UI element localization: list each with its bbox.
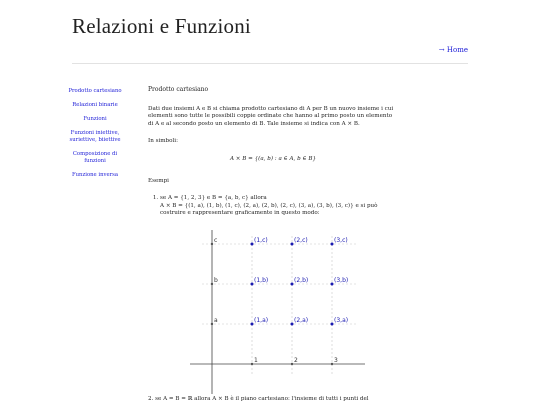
data-point-label: (1,a) <box>254 317 269 324</box>
example-item-1 <box>160 195 398 218</box>
sidebar-item-funzioni-iniettive[interactable]: Funzioni iniettive, suriettive, biiettive <box>69 130 121 143</box>
examples-label: Esempi <box>148 177 169 184</box>
data-point-label: (2,c) <box>294 237 308 244</box>
data-point-label: (3,a) <box>334 317 349 324</box>
data-point-label: (2,a) <box>294 317 309 324</box>
x-tick-label: 3 <box>334 357 338 364</box>
sidebar-nav <box>62 88 128 186</box>
x-tick-mark <box>331 363 333 365</box>
symbols-label: In simboli: <box>148 138 178 145</box>
example1-line1: se A = {1, 2, 3} e B = {a, b, c} allora <box>160 195 267 202</box>
y-tick-label: b <box>214 277 218 284</box>
y-tick-mark <box>211 323 213 325</box>
examples-list <box>148 195 398 218</box>
sidebar-item-funzioni[interactable]: Funzioni <box>83 116 107 122</box>
x-tick-mark <box>251 363 253 365</box>
y-tick-mark <box>211 283 213 285</box>
data-point-label: (1,b) <box>254 277 269 284</box>
data-point-label: (3,b) <box>334 277 349 284</box>
sidebar-item-composizione[interactable]: Composizione di funzioni <box>72 151 118 164</box>
sidebar-item-funzione-inversa[interactable]: Funzione inversa <box>71 172 119 178</box>
header-divider <box>72 63 468 64</box>
data-point-label: (3,c) <box>334 237 348 244</box>
y-tick-label: c <box>214 237 218 244</box>
cartesian-product-formula: A × B = {(a, b) : a ∈ A, b ∈ B} <box>229 155 317 162</box>
x-tick-label: 2 <box>294 357 298 364</box>
cartesian-grid-chart <box>190 228 365 396</box>
intro-paragraph: Dati due insiemi A e B si chiama prodotto cartesiano di A per B un nuovo insieme i cui elementi sono tutte le possibili coppie ordinate che hanno al primo posto un elemento di A e al secondo posto un elemento di B. Tale insieme si indica con A × B. <box>148 105 394 127</box>
x-tick-label: 1 <box>254 357 258 364</box>
x-tick-mark <box>291 363 293 365</box>
main-content <box>148 86 398 222</box>
data-point-label: (2,b) <box>294 277 309 284</box>
home-link[interactable]: → Home <box>438 46 468 54</box>
example1-line3: costruire e rappresentare graficamente in questo modo: <box>160 210 320 217</box>
example-item-2: 2. se A = B = ℝ allora A × B è il piano cartesiano: l'insieme di tutti i punti del <box>148 396 369 402</box>
example1-line2: A × B = {(1, a), (1, b), (1, c), (2, a), (2, b), (2, c), (3, a), (3, b), (3, c)} e si può <box>160 202 378 209</box>
sidebar-item-relazioni-binarie[interactable]: Relazioni binarie <box>72 102 118 108</box>
y-tick-mark <box>211 243 213 245</box>
data-point-label: (1,c) <box>254 237 268 244</box>
sidebar-item-prodotto-cartesiano[interactable]: Prodotto cartesiano <box>68 88 122 94</box>
y-tick-label: a <box>214 317 218 324</box>
section-title: Prodotto cartesiano <box>148 86 209 93</box>
page-title: Relazioni e Funzioni <box>72 14 251 38</box>
